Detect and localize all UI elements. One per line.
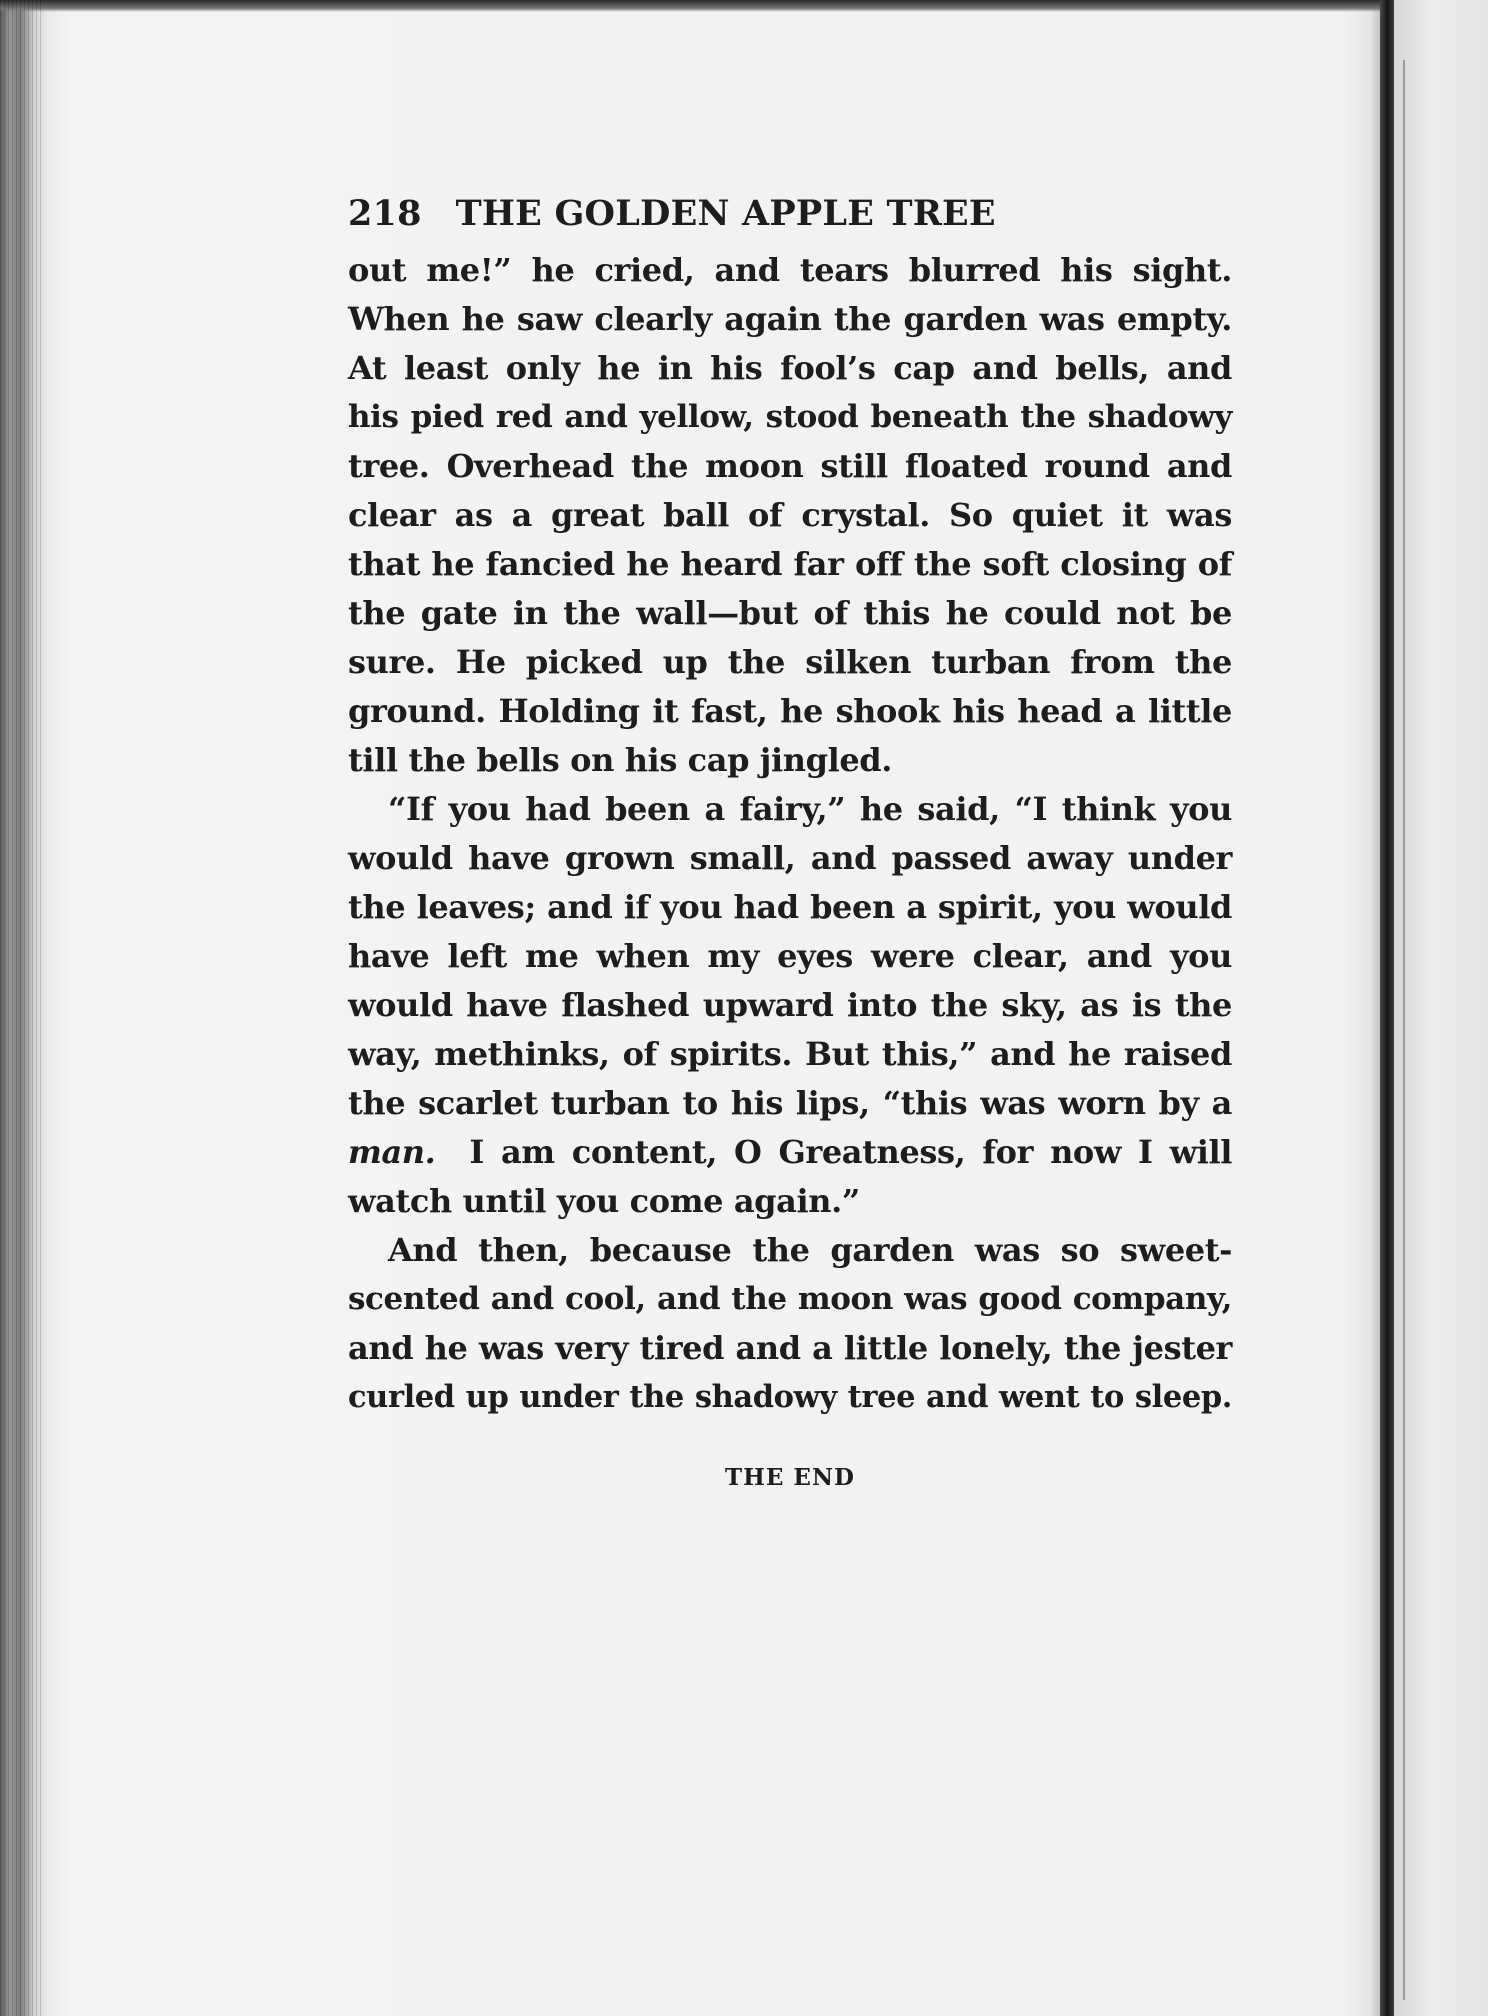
top-page-edge: [0, 0, 1488, 12]
text-line: out me!” he cried, and tears blurred his sight.: [348, 251, 1232, 289]
text-line: tree. Overhead the moon still floated round and: [348, 447, 1232, 485]
text-line: When he saw clearly again the garden was empty.: [348, 300, 1232, 338]
italic-word: man.: [348, 1133, 436, 1171]
page-number: 218: [348, 193, 422, 234]
facing-page-edge: [1394, 0, 1488, 2016]
paragraph-3: [348, 1226, 1232, 1422]
text-line: that he fancied he heard far off the soft closing of: [348, 545, 1232, 583]
text-line: have left me when my eyes were clear, and you: [348, 937, 1232, 975]
text-line: would have grown small, and passed away under: [348, 839, 1232, 877]
text-line: curled up under the shadowy tree and went to sleep.: [348, 1379, 1232, 1415]
page-text: [348, 182, 1232, 1498]
text-line: till the bells on his cap jingled.: [348, 741, 893, 779]
text-line: the gate in the wall—but of this he could not be: [348, 594, 1232, 632]
facing-page-rule: [1403, 60, 1405, 2000]
running-head: [348, 182, 1232, 246]
stacked-page-edges: [0, 0, 44, 2016]
text-line: scented and cool, and the moon was good company,: [348, 1281, 1232, 1317]
text-line: “If you had been a fairy,” he said, “I think you: [388, 790, 1232, 828]
text-line: clear as a great ball of crystal. So quiet it was: [348, 496, 1232, 534]
text-line: sure. He picked up the silken turban from the: [348, 643, 1232, 681]
text-line: watch until you come again.”: [348, 1182, 860, 1220]
text-fragment: I am content, O Greatness, for now I will: [469, 1133, 1232, 1171]
text-line: At least only he in his fool’s cap and bells, and: [348, 349, 1232, 387]
paragraph-1: [348, 246, 1232, 785]
the-end-label: THE END: [725, 1464, 855, 1491]
text-line: way, methinks, of spirits. But this,” and he raised: [348, 1035, 1232, 1073]
text-line: And then, because the garden was so sweet-: [388, 1231, 1232, 1269]
text-line: his pied red and yellow, stood beneath the shadowy: [348, 399, 1232, 435]
book-gutter: [1380, 0, 1394, 2016]
paragraph-2: [348, 785, 1232, 1226]
text-line: the leaves; and if you had been a spirit, you would: [348, 888, 1232, 926]
text-line-with-italic: [348, 1128, 1232, 1177]
text-line: and he was very tired and a little lonely, the jester: [348, 1329, 1232, 1367]
book-title: THE GOLDEN APPLE TREE: [455, 193, 996, 234]
text-line: ground. Holding it fast, he shook his head a little: [348, 692, 1232, 730]
text-line: would have flashed upward into the sky, as is the: [348, 986, 1232, 1024]
text-line: the scarlet turban to his lips, “this was worn by a: [348, 1084, 1232, 1122]
